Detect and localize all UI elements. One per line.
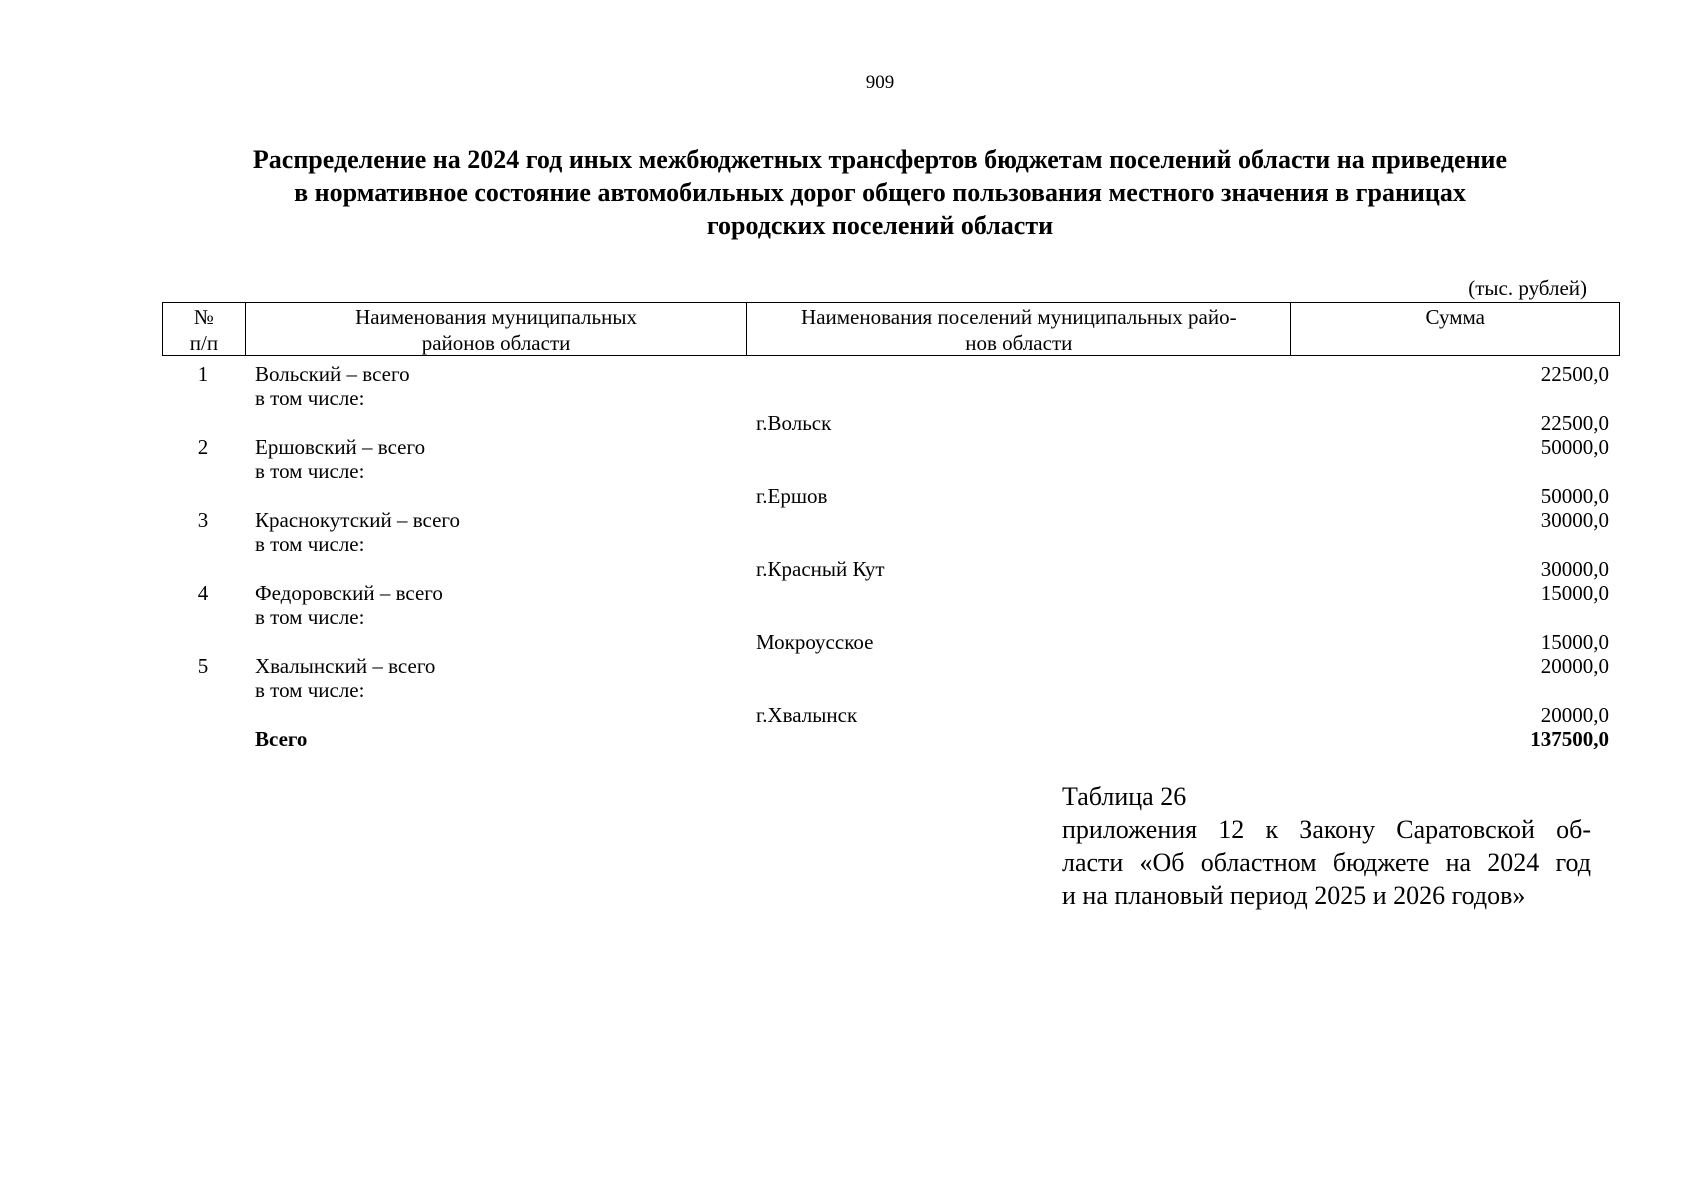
- settlement-sum: 20000,0: [1540, 703, 1609, 727]
- settlement-sum: 15000,0: [1540, 630, 1609, 654]
- title-line-3: городских поселений области: [706, 211, 1054, 240]
- header-number-line-2: п/п: [189, 331, 219, 355]
- header-district-line-1: Наименования муниципальных: [355, 305, 637, 329]
- table-row-district-3: [162, 508, 1620, 532]
- table-row-settlement-3: [162, 557, 1620, 581]
- title-line-2: в нормативное состояние автомобильных дорог общего пользования местного значения в границах: [294, 178, 1466, 207]
- note-line-4: и на плановый период 2025 и 2026 годов»: [1062, 881, 1526, 910]
- settlement-name: г.Вольск: [756, 411, 832, 435]
- units-label: (тыс. рублей): [1468, 276, 1587, 300]
- including-label: в том числе:: [255, 605, 365, 629]
- table-row-settlement-2: [162, 484, 1620, 508]
- note-line-1: Таблица 26: [1062, 782, 1187, 811]
- including-label: в том числе:: [255, 532, 365, 556]
- note-line-2: приложения 12 к Закону Саратовской об-: [1062, 815, 1591, 844]
- row-number: 5: [197, 654, 209, 678]
- table-row-including-5: [162, 678, 1620, 702]
- title-line-1: Распределение на 2024 год иных межбюджетных трансфертов бюджетам поселений области на приведение: [252, 145, 1508, 174]
- header-settlement-line-1: Наименования поселений муниципальных райо-: [801, 305, 1237, 329]
- district-sum: 20000,0: [1540, 654, 1609, 678]
- settlement-sum: 30000,0: [1540, 557, 1609, 581]
- table-row-district-2: [162, 435, 1620, 459]
- header-district: [245, 303, 746, 355]
- row-number: 2: [197, 435, 209, 459]
- table-row-district-5: [162, 654, 1620, 678]
- header-number: [163, 303, 245, 355]
- table-row-district-4: [162, 581, 1620, 605]
- note-line-3: ласти «Об областном бюджете на 2024 год: [1062, 848, 1591, 877]
- table-header: [162, 302, 1620, 356]
- table-row-including-3: [162, 532, 1620, 556]
- row-number: 4: [197, 581, 209, 605]
- district-sum: 50000,0: [1540, 435, 1609, 459]
- including-label: в том числе:: [255, 678, 365, 702]
- settlement-name: г.Ершов: [756, 484, 828, 508]
- including-label: в том числе:: [255, 459, 365, 483]
- including-label: в том числе:: [255, 386, 365, 410]
- header-settlement: [746, 303, 1290, 355]
- document-title: [160, 143, 1600, 242]
- district-name: Хвалынский – всего: [255, 654, 436, 678]
- table-row-settlement-5: [162, 703, 1620, 727]
- row-number: 3: [197, 508, 209, 532]
- district-sum: 22500,0: [1540, 362, 1609, 386]
- district-name: Ершовский – всего: [255, 435, 426, 459]
- district-sum: 30000,0: [1540, 508, 1609, 532]
- header-district-line-2: районов области: [421, 331, 571, 355]
- row-number: 1: [197, 362, 209, 386]
- table-row-district-1: [162, 362, 1620, 386]
- total-label: Всего: [255, 727, 308, 751]
- table-row-settlement-1: [162, 411, 1620, 435]
- settlement-name: г.Красный Кут: [756, 557, 885, 581]
- total-sum: 137500,0: [1530, 727, 1609, 751]
- table-row-including-1: [162, 386, 1620, 410]
- settlement-sum: 50000,0: [1540, 484, 1609, 508]
- settlement-name: Мокроусское: [756, 630, 874, 654]
- district-sum: 15000,0: [1540, 581, 1609, 605]
- table-note: [1062, 780, 1591, 912]
- district-name: Краснокутский – всего: [255, 508, 461, 532]
- district-name: Вольский – всего: [255, 362, 410, 386]
- table-row-including-4: [162, 605, 1620, 629]
- page-number: 909: [865, 72, 895, 93]
- table-row-settlement-4: [162, 630, 1620, 654]
- table-row-including-2: [162, 459, 1620, 483]
- header-settlement-line-2: нов области: [965, 331, 1073, 355]
- settlement-sum: 22500,0: [1540, 411, 1609, 435]
- table-row-total: [162, 727, 1620, 751]
- header-sum: Сумма: [1290, 303, 1619, 355]
- header-number-line-1: №: [193, 305, 214, 329]
- settlement-name: г.Хвалынск: [756, 703, 858, 727]
- district-name: Федоровский – всего: [255, 581, 443, 605]
